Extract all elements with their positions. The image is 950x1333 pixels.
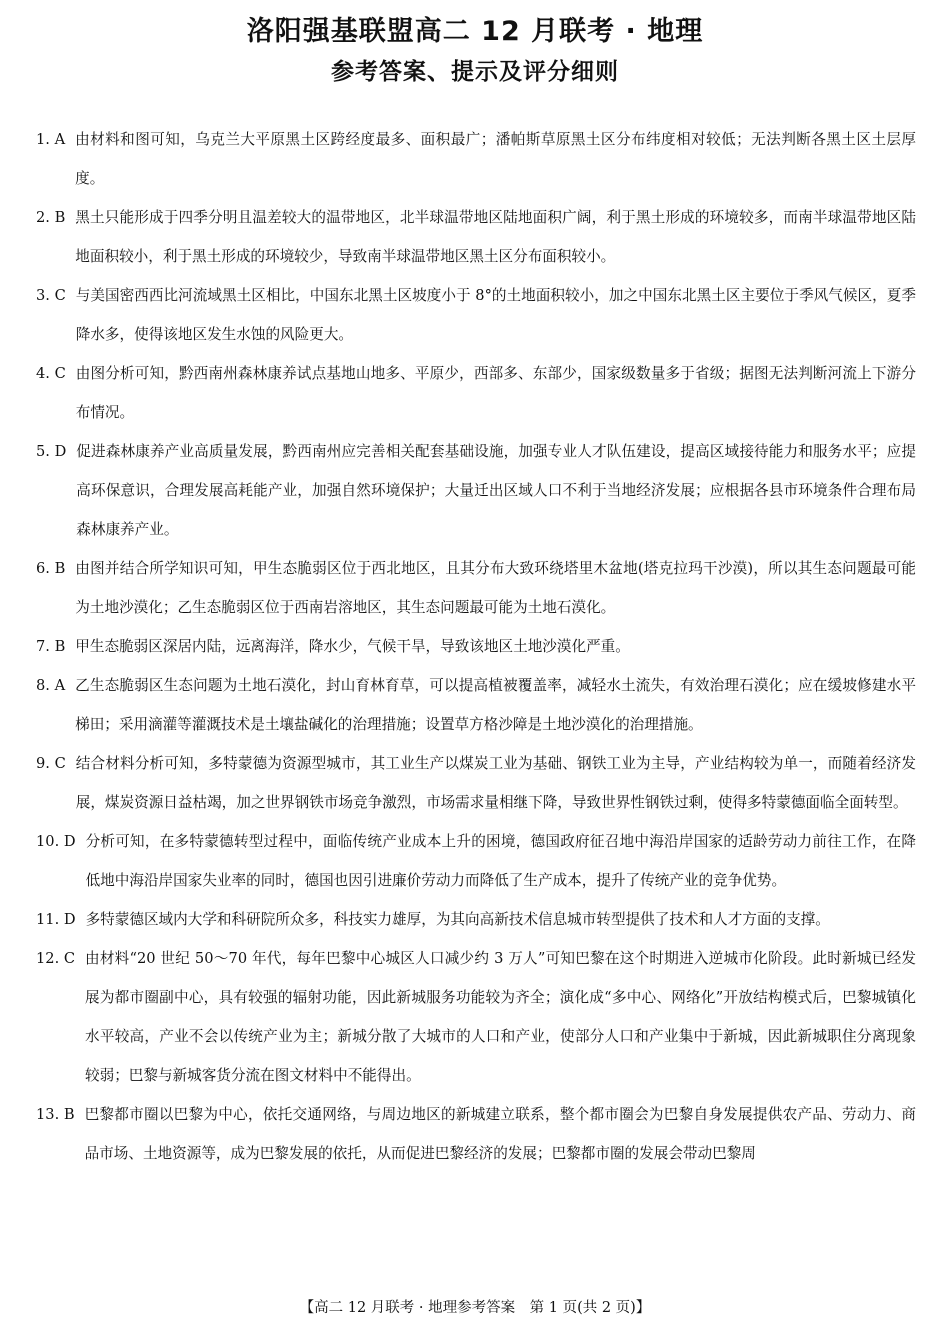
page-subtitle: 参考答案、提示及评分细则	[331, 59, 619, 85]
answer-item	[36, 120, 916, 198]
answer-number: 6. B	[36, 560, 66, 577]
answer-explanation: 分析可知，在多特蒙德转型过程中，面临传统产业成本上升的困境，德国政府征召地中海沿岸国家的适龄劳动力前往工作，在降低地中海沿岸国家失业率的同时，德国也因引进廉价劳动力而降低了生产成本，提升了传统产业的竞争优势。	[85, 833, 916, 889]
answer-explanation: 与美国密西西比河流域黑土区相比，中国东北黑土区坡度小于 8°的土地面积较小，加之中国东北黑土区主要位于季风气候区，夏季降水多，使得该地区发生水蚀的风险更大。	[75, 287, 916, 343]
answer-number: 3. C	[36, 287, 66, 304]
header	[0, 14, 950, 88]
answer-item	[36, 666, 916, 744]
answer-item	[36, 1095, 916, 1173]
answer-number: 13. B	[36, 1106, 75, 1123]
answer-number: 11. D	[36, 911, 76, 928]
answer-item	[36, 549, 916, 627]
answer-explanation: 结合材料分析可知，多特蒙德为资源型城市，其工业生产以煤炭工业为基础、钢铁工业为主导，产业结构较为单一，而随着经济发展，煤炭资源日益枯竭，加之世界钢铁市场竞争激烈，市场需求量相继下降，导致世界性钢铁过剩，使得多特蒙德面临全面转型。	[75, 755, 916, 811]
answer-explanation: 由图并结合所学知识可知，甲生态脆弱区位于西北地区，且其分布大致环绕塔里木盆地(塔克拉玛干沙漠)，所以其生态问题最可能为土地沙漠化；乙生态脆弱区位于西南岩溶地区，其生态问题最可能为土地石漠化。	[75, 560, 916, 616]
answer-number: 2. B	[36, 209, 66, 226]
answer-item	[36, 354, 916, 432]
page-footer: 【高二 12 月联考 · 地理参考答案 第 1 页(共 2 页)】	[299, 1300, 651, 1316]
answer-number: 5. D	[36, 443, 67, 460]
answer-explanation: 巴黎都市圈以巴黎为中心，依托交通网络，与周边地区的新城建立联系，整个都市圈会为巴黎自身发展提供农产品、劳动力、商品市场、土地资源等，成为巴黎发展的依托，从而促进巴黎经济的发展；巴黎都市圈的发展会带动巴黎周	[84, 1106, 916, 1162]
answer-explanation: 由图分析可知，黔西南州森林康养试点基地山地多、平原少，西部多、东部少，国家级数量多于省级；据图无法判断河流上下游分布情况。	[75, 365, 916, 421]
answer-number: 10. D	[36, 833, 76, 850]
answer-list	[36, 120, 916, 1173]
answer-number: 9. C	[36, 755, 66, 772]
answer-number: 4. C	[36, 365, 66, 382]
answer-item	[36, 822, 916, 900]
answer-explanation: 多特蒙德区域内大学和科研院所众多，科技实力雄厚，为其向高新技术信息城市转型提供了技术和人才方面的支撑。	[85, 911, 830, 928]
answer-number: 1. A	[36, 131, 66, 148]
answer-explanation: 甲生态脆弱区深居内陆，远离海洋，降水少，气候干旱，导致该地区土地沙漠化严重。	[75, 638, 630, 655]
answer-explanation: 黑土只能形成于四季分明且温差较大的温带地区，北半球温带地区陆地面积广阔，利于黑土形成的环境较多，而南半球温带地区陆地面积较小，利于黑土形成的环境较少，导致南半球温带地区黑土区分布面积较小。	[75, 209, 916, 265]
answer-item	[36, 198, 916, 276]
answer-explanation: 由材料和图可知，乌克兰大平原黑土区跨经度最多、面积最广；潘帕斯草原黑土区分布纬度相对较低；无法判断各黑土区土层厚度。	[75, 131, 916, 187]
answer-item	[36, 432, 916, 549]
answer-item	[36, 900, 916, 939]
page-title: 洛阳强基联盟高二 12 月联考 · 地理	[246, 16, 704, 47]
answer-number: 8. A	[36, 677, 66, 694]
answer-explanation: 促进森林康养产业高质量发展，黔西南州应完善相关配套基础设施，加强专业人才队伍建设，提高区域接待能力和服务水平；应提高环保意识，合理发展高耗能产业，加强自然环境保护；大量迁出区域人口不利于当地经济发展；应根据各县市环境条件合理布局森林康养产业。	[76, 443, 916, 538]
answer-item	[36, 627, 916, 666]
answer-item	[36, 276, 916, 354]
answer-number: 7. B	[36, 638, 66, 655]
answer-number: 12. C	[36, 950, 76, 967]
answer-explanation: 由材料“20 世纪 50～70 年代，每年巴黎中心城区人口减少约 3 万人”可知巴黎在这个时期进入逆城市化阶段。此时新城已经发展为都市圈副中心，具有较强的辐射功能，因此新城服务功能较为齐全；演化成“多中心、网络化”开放结构模式后，巴黎城镇化水平较高，产业不会以传统产业为主；新城分散了大城市的人口和产业，使部分人口和产业集中于新城，因此新城职住分离现象较弱；巴黎与新城客货分流在图文材料中不能得出。	[85, 950, 916, 1084]
answer-item	[36, 939, 916, 1095]
answer-explanation: 乙生态脆弱区生态问题为土地石漠化，封山育林育草，可以提高植被覆盖率，减轻水土流失，有效治理石漠化；应在缓坡修建水平梯田；采用滴灌等灌溉技术是土壤盐碱化的治理措施；设置草方格沙障是土地沙漠化的治理措施。	[75, 677, 916, 733]
answer-item	[36, 744, 916, 822]
